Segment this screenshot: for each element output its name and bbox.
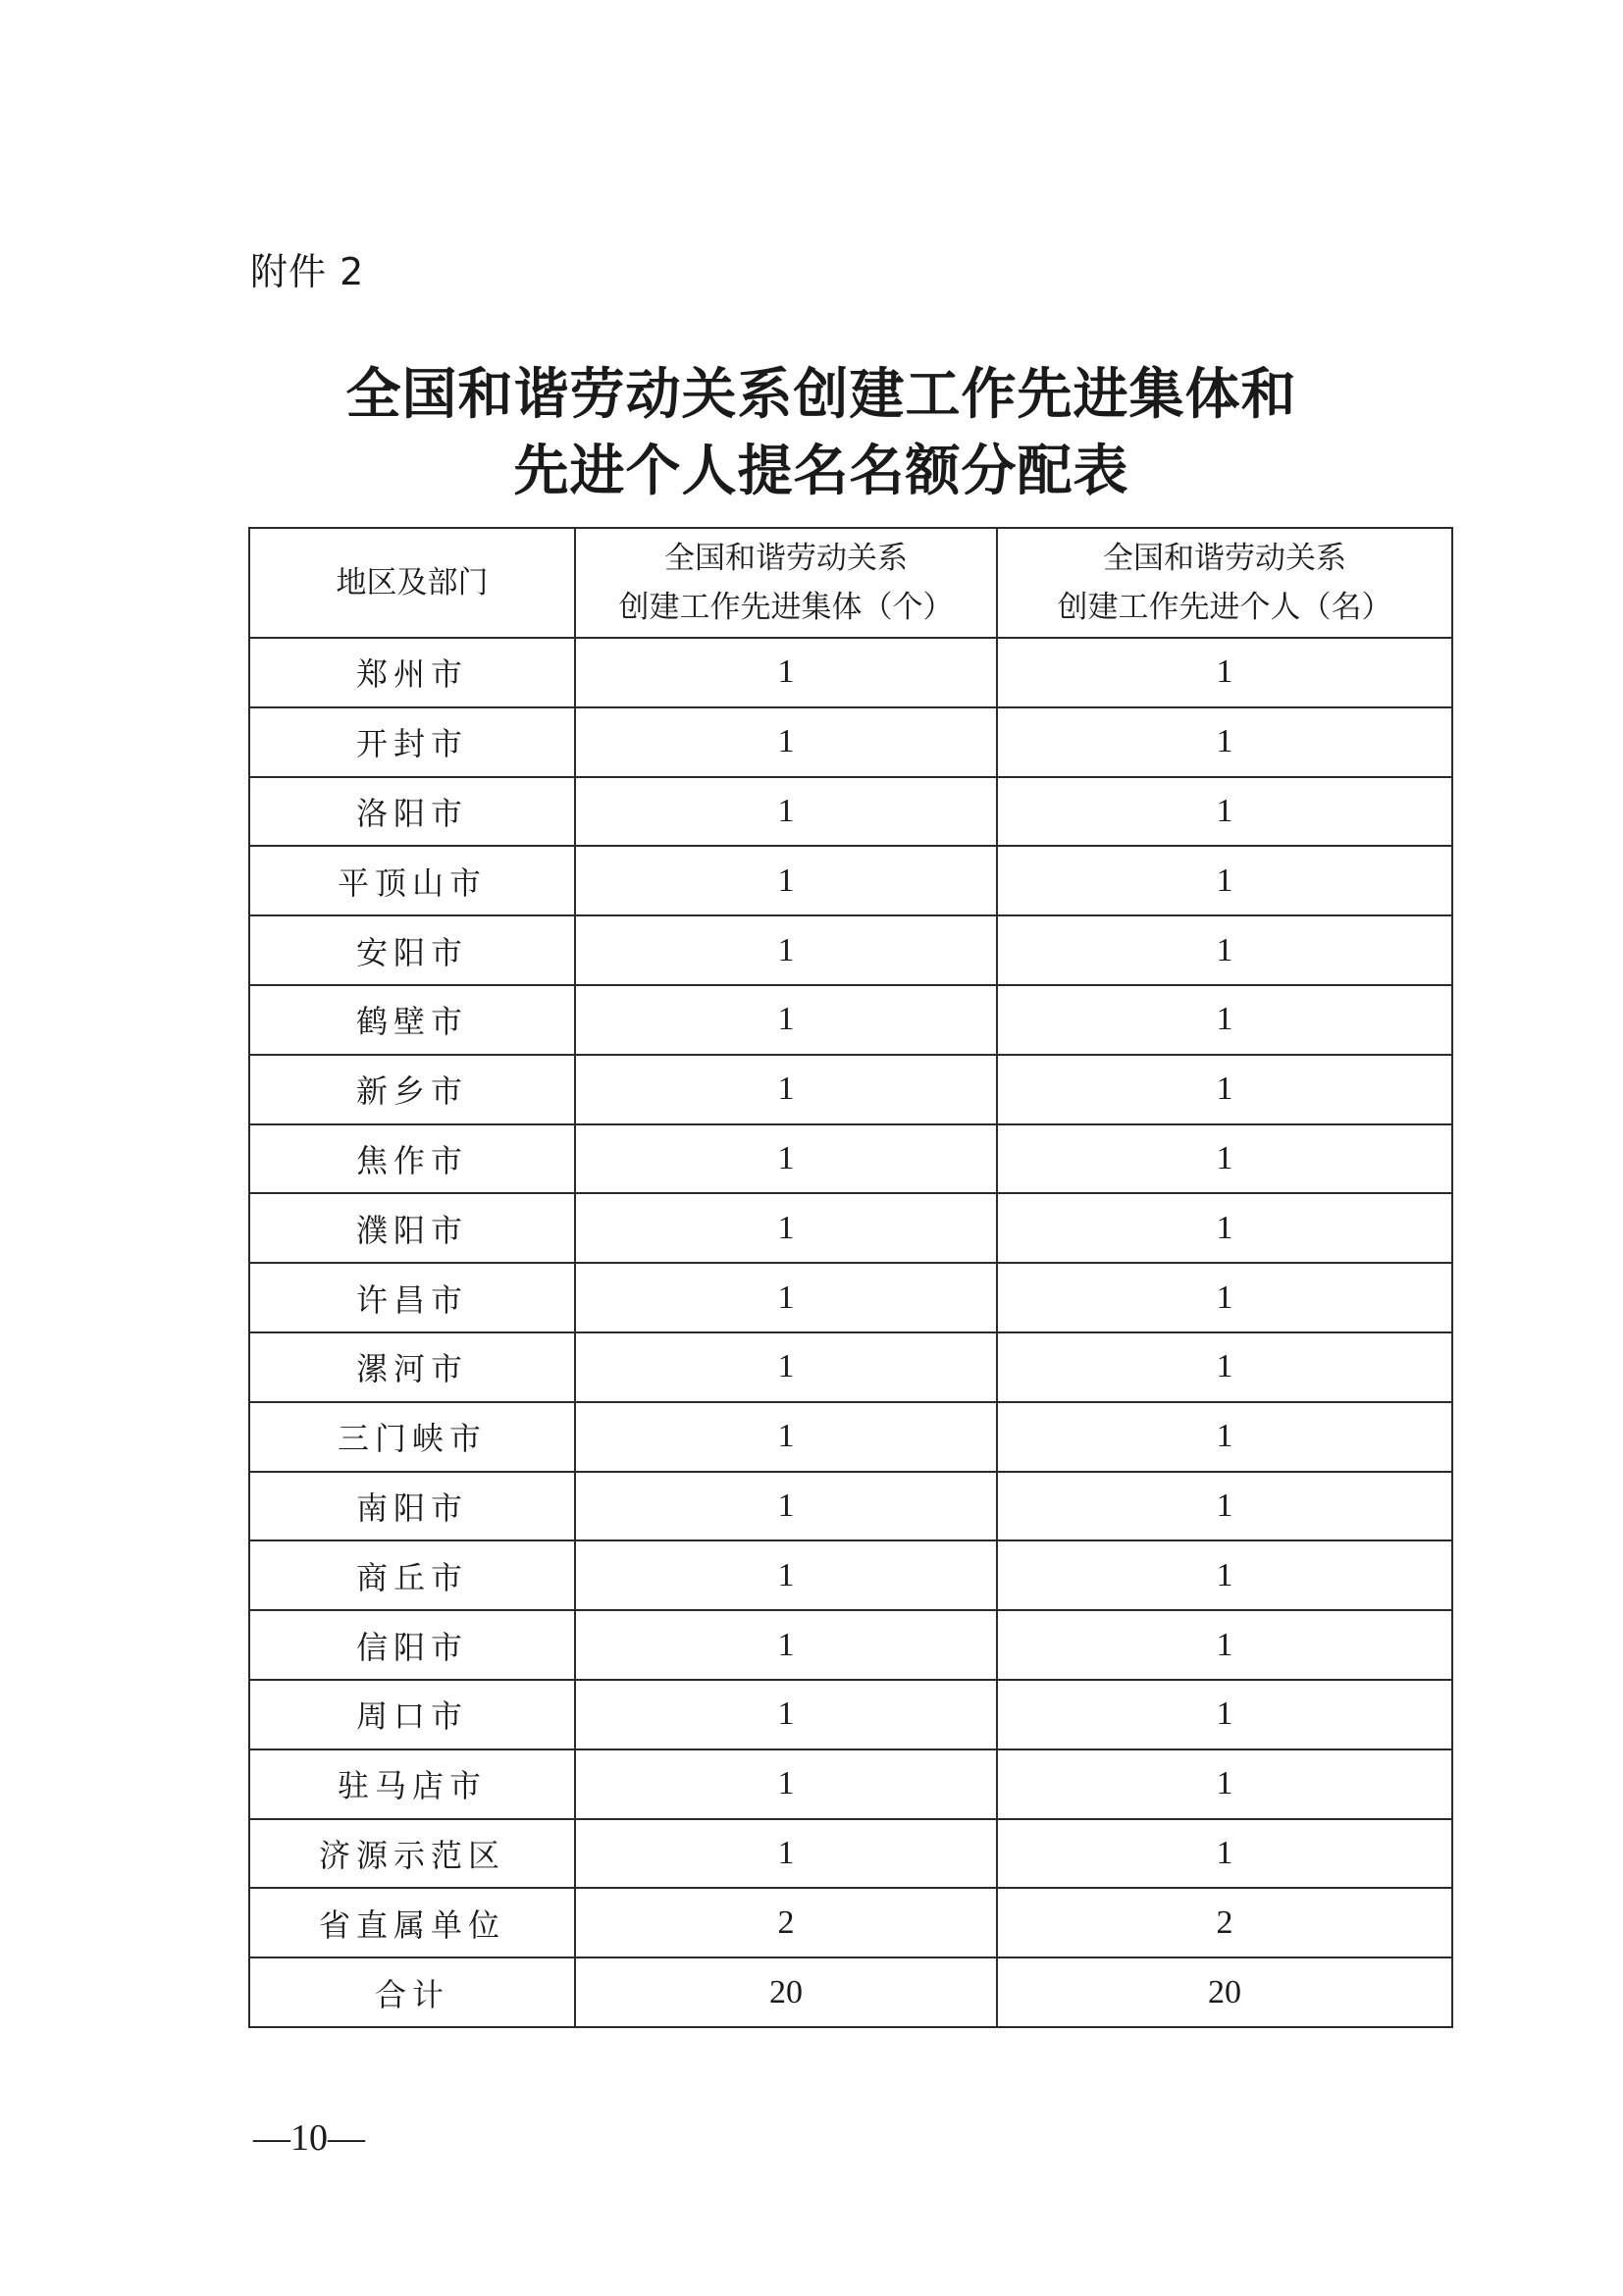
cell-individual-quota-text: 1 [1216, 1765, 1233, 1802]
cell-collective-quota [575, 638, 997, 707]
cell-region [249, 1193, 575, 1263]
cell-region-text: 洛阳市 [355, 794, 468, 832]
cell-individual-quota-text: 20 [1208, 1973, 1241, 2010]
cell-individual-quota-text: 1 [1216, 1556, 1233, 1593]
cell-collective-quota-text: 1 [777, 1070, 795, 1108]
table-row [249, 1888, 1452, 1957]
cell-collective-quota-text: 1 [777, 1278, 795, 1316]
cell-region [249, 1610, 575, 1680]
cell-individual-quota [997, 1819, 1452, 1889]
table-row [249, 707, 1452, 777]
cell-region [249, 638, 575, 707]
cell-individual-quota [997, 1332, 1452, 1402]
cell-region-text: 信阳市 [355, 1628, 468, 1666]
cell-individual-quota [997, 1472, 1452, 1541]
attachment-label: 附件 2 [250, 250, 365, 293]
table-row [249, 1193, 1452, 1263]
cell-region [249, 846, 575, 915]
cell-individual-quota [997, 1402, 1452, 1472]
cell-individual-quota-text: 1 [1216, 792, 1233, 829]
cell-region-text: 南阳市 [355, 1488, 468, 1527]
table-row [249, 777, 1452, 847]
cell-individual-quota-text: 1 [1216, 1487, 1233, 1524]
cell-region [249, 1680, 575, 1749]
cell-collective-quota [575, 1610, 997, 1680]
table-row [249, 1680, 1452, 1749]
cell-individual-quota-text: 1 [1216, 723, 1233, 760]
quota-allocation-table [248, 527, 1453, 2028]
cell-individual-quota [997, 1888, 1452, 1957]
cell-individual-quota [997, 1957, 1452, 2027]
cell-region-text: 郑州市 [355, 655, 468, 694]
cell-individual-quota [997, 1193, 1452, 1263]
cell-individual-quota-text: 1 [1216, 1139, 1233, 1176]
cell-region-text: 新乡市 [355, 1072, 468, 1111]
cell-individual-quota-text: 1 [1216, 861, 1233, 899]
cell-individual-quota-text: 1 [1216, 1070, 1233, 1108]
cell-collective-quota-text: 1 [777, 1487, 795, 1524]
cell-collective-quota [575, 1263, 997, 1332]
cell-region [249, 915, 575, 985]
cell-individual-quota-text: 1 [1216, 1696, 1233, 1733]
cell-individual-quota-text: 1 [1216, 1348, 1233, 1385]
cell-region [249, 1263, 575, 1332]
cell-individual-quota-text: 1 [1216, 1626, 1233, 1663]
table-row [249, 1124, 1452, 1194]
cell-region [249, 707, 575, 777]
cell-individual-quota-text: 1 [1216, 1001, 1233, 1038]
cell-region-text: 焦作市 [355, 1141, 468, 1179]
cell-collective-quota-text: 1 [777, 1418, 795, 1455]
cell-collective-quota [575, 846, 997, 915]
table-row [249, 846, 1452, 915]
cell-individual-quota [997, 1540, 1452, 1610]
cell-region [249, 1472, 575, 1541]
cell-individual-quota [997, 707, 1452, 777]
cell-collective-quota-text: 1 [777, 1696, 795, 1733]
cell-collective-quota [575, 1957, 997, 2027]
table-row [249, 1819, 1452, 1889]
cell-collective-quota-text: 1 [777, 1834, 795, 1871]
cell-region-text: 驻马店市 [337, 1767, 487, 1805]
header-region-label: 地区及部门 [336, 565, 489, 600]
header-advanced-individual [997, 528, 1452, 638]
cell-individual-quota-text: 1 [1216, 1418, 1233, 1455]
cell-individual-quota-text: 1 [1216, 931, 1233, 968]
cell-collective-quota-text: 1 [777, 931, 795, 968]
cell-region [249, 1055, 575, 1124]
cell-collective-quota [575, 985, 997, 1055]
table-row [249, 1055, 1452, 1124]
cell-collective-quota [575, 707, 997, 777]
table-row [249, 1610, 1452, 1680]
cell-collective-quota-text: 2 [777, 1904, 795, 1941]
cell-individual-quota-text: 1 [1216, 1834, 1233, 1871]
cell-collective-quota [575, 1124, 997, 1194]
cell-region [249, 777, 575, 847]
table-row [249, 1540, 1452, 1610]
cell-region-text: 许昌市 [355, 1280, 468, 1319]
cell-individual-quota-text: 1 [1216, 653, 1233, 691]
cell-region-text: 漯河市 [355, 1350, 468, 1388]
header-advanced-collective [575, 528, 997, 638]
cell-individual-quota [997, 1055, 1452, 1124]
table-row [249, 1332, 1452, 1402]
document-title-line-1: 全国和谐劳动关系创建工作先进集体和 [345, 362, 1297, 427]
cell-collective-quota [575, 1540, 997, 1610]
cell-region [249, 1402, 575, 1472]
table-row [249, 985, 1452, 1055]
cell-individual-quota-text: 1 [1216, 1278, 1233, 1316]
header-individual-line-1: 全国和谐劳动关系 [1103, 541, 1346, 576]
table-row [249, 638, 1452, 707]
cell-individual-quota-text: 1 [1216, 1209, 1233, 1246]
cell-individual-quota [997, 1124, 1452, 1194]
cell-region-text: 省直属单位 [318, 1905, 505, 1944]
cell-individual-quota [997, 915, 1452, 985]
cell-collective-quota [575, 1749, 997, 1819]
table-row [249, 1472, 1452, 1541]
table-row [249, 1749, 1452, 1819]
header-collective-line-1: 全国和谐劳动关系 [664, 541, 908, 576]
cell-collective-quota [575, 1680, 997, 1749]
cell-region-text: 鹤壁市 [355, 1003, 468, 1041]
cell-individual-quota [997, 777, 1452, 847]
cell-collective-quota-text: 1 [777, 1626, 795, 1663]
cell-region-text: 安阳市 [355, 933, 468, 971]
cell-individual-quota [997, 1749, 1452, 1819]
cell-region-text: 济源示范区 [318, 1836, 505, 1874]
cell-collective-quota [575, 1193, 997, 1263]
cell-collective-quota [575, 1819, 997, 1889]
header-collective-line-2: 创建工作先进集体（个） [618, 590, 954, 625]
cell-individual-quota [997, 985, 1452, 1055]
cell-region-text: 周口市 [355, 1697, 468, 1736]
table-row [249, 1263, 1452, 1332]
cell-region-text: 平顶山市 [337, 863, 487, 902]
cell-collective-quota-text: 1 [777, 1556, 795, 1593]
cell-collective-quota-text: 1 [777, 1765, 795, 1802]
cell-collective-quota [575, 915, 997, 985]
cell-individual-quota [997, 1263, 1452, 1332]
cell-region-text: 濮阳市 [355, 1211, 468, 1249]
cell-collective-quota-text: 1 [777, 653, 795, 691]
cell-collective-quota [575, 1332, 997, 1402]
cell-region [249, 1124, 575, 1194]
cell-region [249, 1749, 575, 1819]
cell-collective-quota-text: 1 [777, 723, 795, 760]
cell-region-text: 商丘市 [355, 1558, 468, 1596]
cell-collective-quota-text: 1 [777, 861, 795, 899]
header-region [249, 528, 575, 638]
document-title-line-2: 先进个人提名名额分配表 [513, 439, 1129, 503]
cell-individual-quota [997, 638, 1452, 707]
cell-region-text: 开封市 [355, 725, 468, 763]
table-header-row [249, 528, 1452, 638]
cell-region [249, 1957, 575, 2027]
cell-collective-quota [575, 1888, 997, 1957]
cell-individual-quota-text: 2 [1216, 1904, 1233, 1941]
cell-individual-quota [997, 846, 1452, 915]
cell-collective-quota-text: 1 [777, 1348, 795, 1385]
cell-collective-quota-text: 1 [777, 1139, 795, 1176]
table-total-row [249, 1957, 1452, 2027]
cell-region-text: 三门峡市 [337, 1420, 487, 1458]
cell-region [249, 1888, 575, 1957]
cell-region [249, 1819, 575, 1889]
cell-individual-quota [997, 1680, 1452, 1749]
cell-region [249, 1332, 575, 1402]
cell-collective-quota-text: 20 [769, 1973, 803, 2010]
cell-region-text: 合计 [374, 1975, 449, 2013]
cell-individual-quota [997, 1610, 1452, 1680]
cell-collective-quota-text: 1 [777, 792, 795, 829]
cell-collective-quota [575, 777, 997, 847]
page-number: —10— [253, 2117, 365, 2159]
cell-collective-quota [575, 1055, 997, 1124]
cell-collective-quota [575, 1472, 997, 1541]
cell-collective-quota-text: 1 [777, 1001, 795, 1038]
header-individual-line-2: 创建工作先进个人（名） [1057, 590, 1392, 625]
cell-collective-quota-text: 1 [777, 1209, 795, 1246]
cell-region [249, 1540, 575, 1610]
cell-region [249, 985, 575, 1055]
cell-collective-quota [575, 1402, 997, 1472]
table-row [249, 915, 1452, 985]
table-row [249, 1402, 1452, 1472]
